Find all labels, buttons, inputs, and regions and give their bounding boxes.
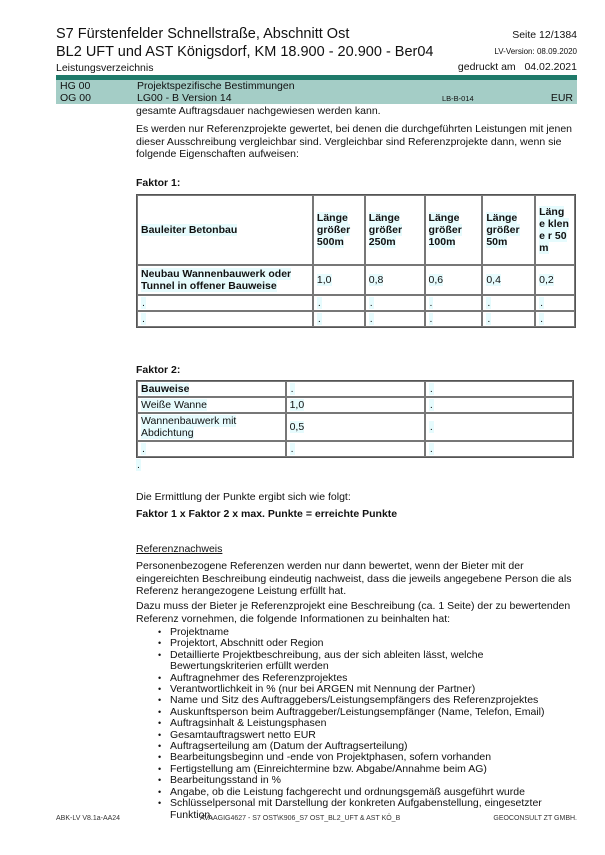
- page-number: Seite 12/1384: [512, 29, 577, 41]
- faktor1-heading: Faktor 1:: [136, 177, 181, 189]
- table-cell: 0,6: [425, 265, 483, 295]
- table-cell: .: [365, 295, 425, 311]
- og-title: LG00 - B Version 14: [137, 92, 232, 104]
- header-cell: Bauleiter Betonbau: [137, 195, 313, 265]
- list-item: • Bearbeitungsstand in %: [158, 775, 578, 786]
- table-cell: .: [286, 441, 425, 457]
- table-cell: 0,5: [286, 413, 425, 441]
- comparability-paragraph: Es werden nur Referenzprojekte gewertet, bei denen die durchgeführten Leistungen mit jenen dieser Ausschreibung vergleichbar sind. Vergleichbar sind Referenzprojekte dann, wenn sie folgende Eigenschaften aufweisen:: [136, 123, 573, 160]
- printed-date-block: [458, 61, 577, 73]
- section-band: [56, 80, 577, 104]
- document-type: Leistungsverzeichnis: [56, 62, 154, 74]
- table-cell: .: [425, 381, 573, 397]
- table-cell: .: [137, 311, 313, 327]
- table-row: [137, 311, 575, 327]
- table-cell: Wannenbauwerk mit Abdichtung: [137, 413, 286, 441]
- hg-title: Projektspezifische Bestimmungen: [137, 80, 295, 92]
- table-cell: .: [535, 295, 575, 311]
- lv-version: LV-Version: 08.09.2020: [494, 47, 577, 56]
- table-cell: .: [482, 311, 535, 327]
- table-cell: .: [425, 311, 483, 327]
- table-cell: 0,2: [535, 265, 575, 295]
- currency: EUR: [550, 92, 573, 104]
- table-cell: Bauweise: [137, 381, 286, 397]
- stray-dot: .: [137, 459, 140, 471]
- table-row: [137, 265, 575, 295]
- reference-code: LB-B-014: [442, 94, 474, 103]
- table-cell: .: [365, 311, 425, 327]
- footer-file-reference: AVAAGIG4627 - S7 OST\K906_S7 OST_BL2_UFT & AST KÖ_B: [200, 815, 401, 822]
- table-row: [137, 413, 573, 441]
- list-item: • Projektort, Abschnitt oder Region: [158, 638, 578, 649]
- list-item: • Name und Sitz des Auftraggebers/Leistungsempfängers des Referenzprojektes: [158, 695, 578, 706]
- printed-label: gedruckt am: [457, 61, 516, 73]
- header-cell: Länge größer 50m: [482, 195, 535, 265]
- reference-paragraph-2: Dazu muss der Bieter je Referenzprojekt eine Beschreibung (ca. 1 Seite) der zu bewertenden Referenz vornehmen, die folgende Informationen zu beinhalten hat:: [136, 600, 571, 625]
- header-cell: Länge größer 100m: [425, 195, 483, 265]
- table-cell: .: [425, 413, 573, 441]
- table-cell: .: [313, 295, 365, 311]
- project-title-line1: S7 Fürstenfelder Schnellstraße, Abschnitt Ost: [56, 26, 350, 42]
- list-item: • Bearbeitungsbeginn und -ende von Projektphasen, sofern vorhanden: [158, 752, 578, 763]
- list-item: • Verantwortlichkeit in % (nur bei ARGEN mit Nennung der Partner): [158, 684, 578, 695]
- faktor2-table: [136, 380, 574, 458]
- points-formula: Faktor 1 x Faktor 2 x max. Punkte = erreichte Punkte: [136, 508, 398, 520]
- points-intro: Die Ermittlung der Punkte ergibt sich wie folgt:: [136, 491, 351, 503]
- list-item: • Gesamtauftragswert netto EUR: [158, 730, 578, 741]
- reference-requirements-list: [158, 627, 578, 821]
- table-cell: 0,4: [482, 265, 535, 295]
- footer-software-version: ABK-LV V8.1a-AA24: [56, 815, 121, 822]
- table-cell: .: [482, 295, 535, 311]
- table-cell: .: [286, 381, 425, 397]
- list-item: • Schlüsselpersonal mit Darstellung der konkreten Aufgabenstellung, eingesetzter Funktion,: [158, 798, 578, 821]
- table-cell: Weiße Wanne: [137, 397, 286, 413]
- list-item: • Auftragsinhalt & Leistungsphasen: [158, 718, 578, 729]
- list-item: • Angabe, ob die Leistung fachgerecht und ordnungsgemäß ausgeführt wurde: [158, 787, 578, 798]
- list-item: • Projektname: [158, 627, 578, 638]
- table-cell: 1,0: [286, 397, 425, 413]
- table-cell: .: [535, 311, 575, 327]
- table-row: [137, 295, 575, 311]
- faktor1-table: [136, 194, 576, 328]
- header-cell: Länge größer 500m: [313, 195, 365, 265]
- table-row: [137, 397, 573, 413]
- table-cell: .: [425, 295, 483, 311]
- table-cell: 0,8: [365, 265, 425, 295]
- table-row: [137, 441, 573, 457]
- reference-heading: Referenznachweis: [136, 543, 223, 555]
- hg-code: HG 00: [60, 80, 91, 92]
- table-cell: .: [313, 311, 365, 327]
- printed-date: 04.02.2021: [524, 61, 577, 73]
- header-cell: Läng e klene r 50m: [535, 195, 575, 265]
- list-item: • Fertigstellung am (Einreichtermine bzw. Abgabe/Annahme beim AG): [158, 764, 578, 775]
- faktor2-heading: Faktor 2:: [136, 364, 181, 376]
- list-item: • Auftragnehmer des Referenzprojektes: [158, 673, 578, 684]
- faktor1-header-row: [137, 195, 575, 265]
- header-cell: Länge größer 250m: [365, 195, 425, 265]
- table-cell: .: [425, 441, 573, 457]
- list-item: • Auftragserteilung am (Datum der Auftragserteilung): [158, 741, 578, 752]
- footer-company: GEOCONSULT ZT GMBH.: [493, 815, 577, 822]
- intro-tail: gesamte Auftragsdauer nachgewiesen werden kann.: [136, 105, 381, 117]
- table-cell: .: [425, 397, 573, 413]
- table-cell: 1,0: [313, 265, 365, 295]
- table-row: [137, 381, 573, 397]
- og-code: OG 00: [60, 92, 91, 104]
- project-title-line2: BL2 UFT und AST Königsdorf, KM 18.900 - 20.900 - Ber04: [56, 44, 434, 60]
- table-cell: .: [137, 441, 286, 457]
- list-item: • Detaillierte Projektbeschreibung, aus der sich ableiten lässt, welche Bewertungskriterien erfüllt werden: [158, 650, 578, 673]
- table-cell: Neubau Wannenbauwerk oder Tunnel in offener Bauweise: [137, 265, 313, 295]
- list-item: • Auskunftsperson beim Auftraggeber/Leistungsempfänger (Name, Telefon, Email): [158, 707, 578, 718]
- reference-paragraph-1: Personenbezogene Referenzen werden nur dann bewertet, wenn der Bieter mit der eingereichten Beschreibung eindeutig nachweist, dass die jeweils angegebene Person die als Referenz herangezogene Leistung erfüllt hat.: [136, 560, 572, 597]
- table-cell: .: [137, 295, 313, 311]
